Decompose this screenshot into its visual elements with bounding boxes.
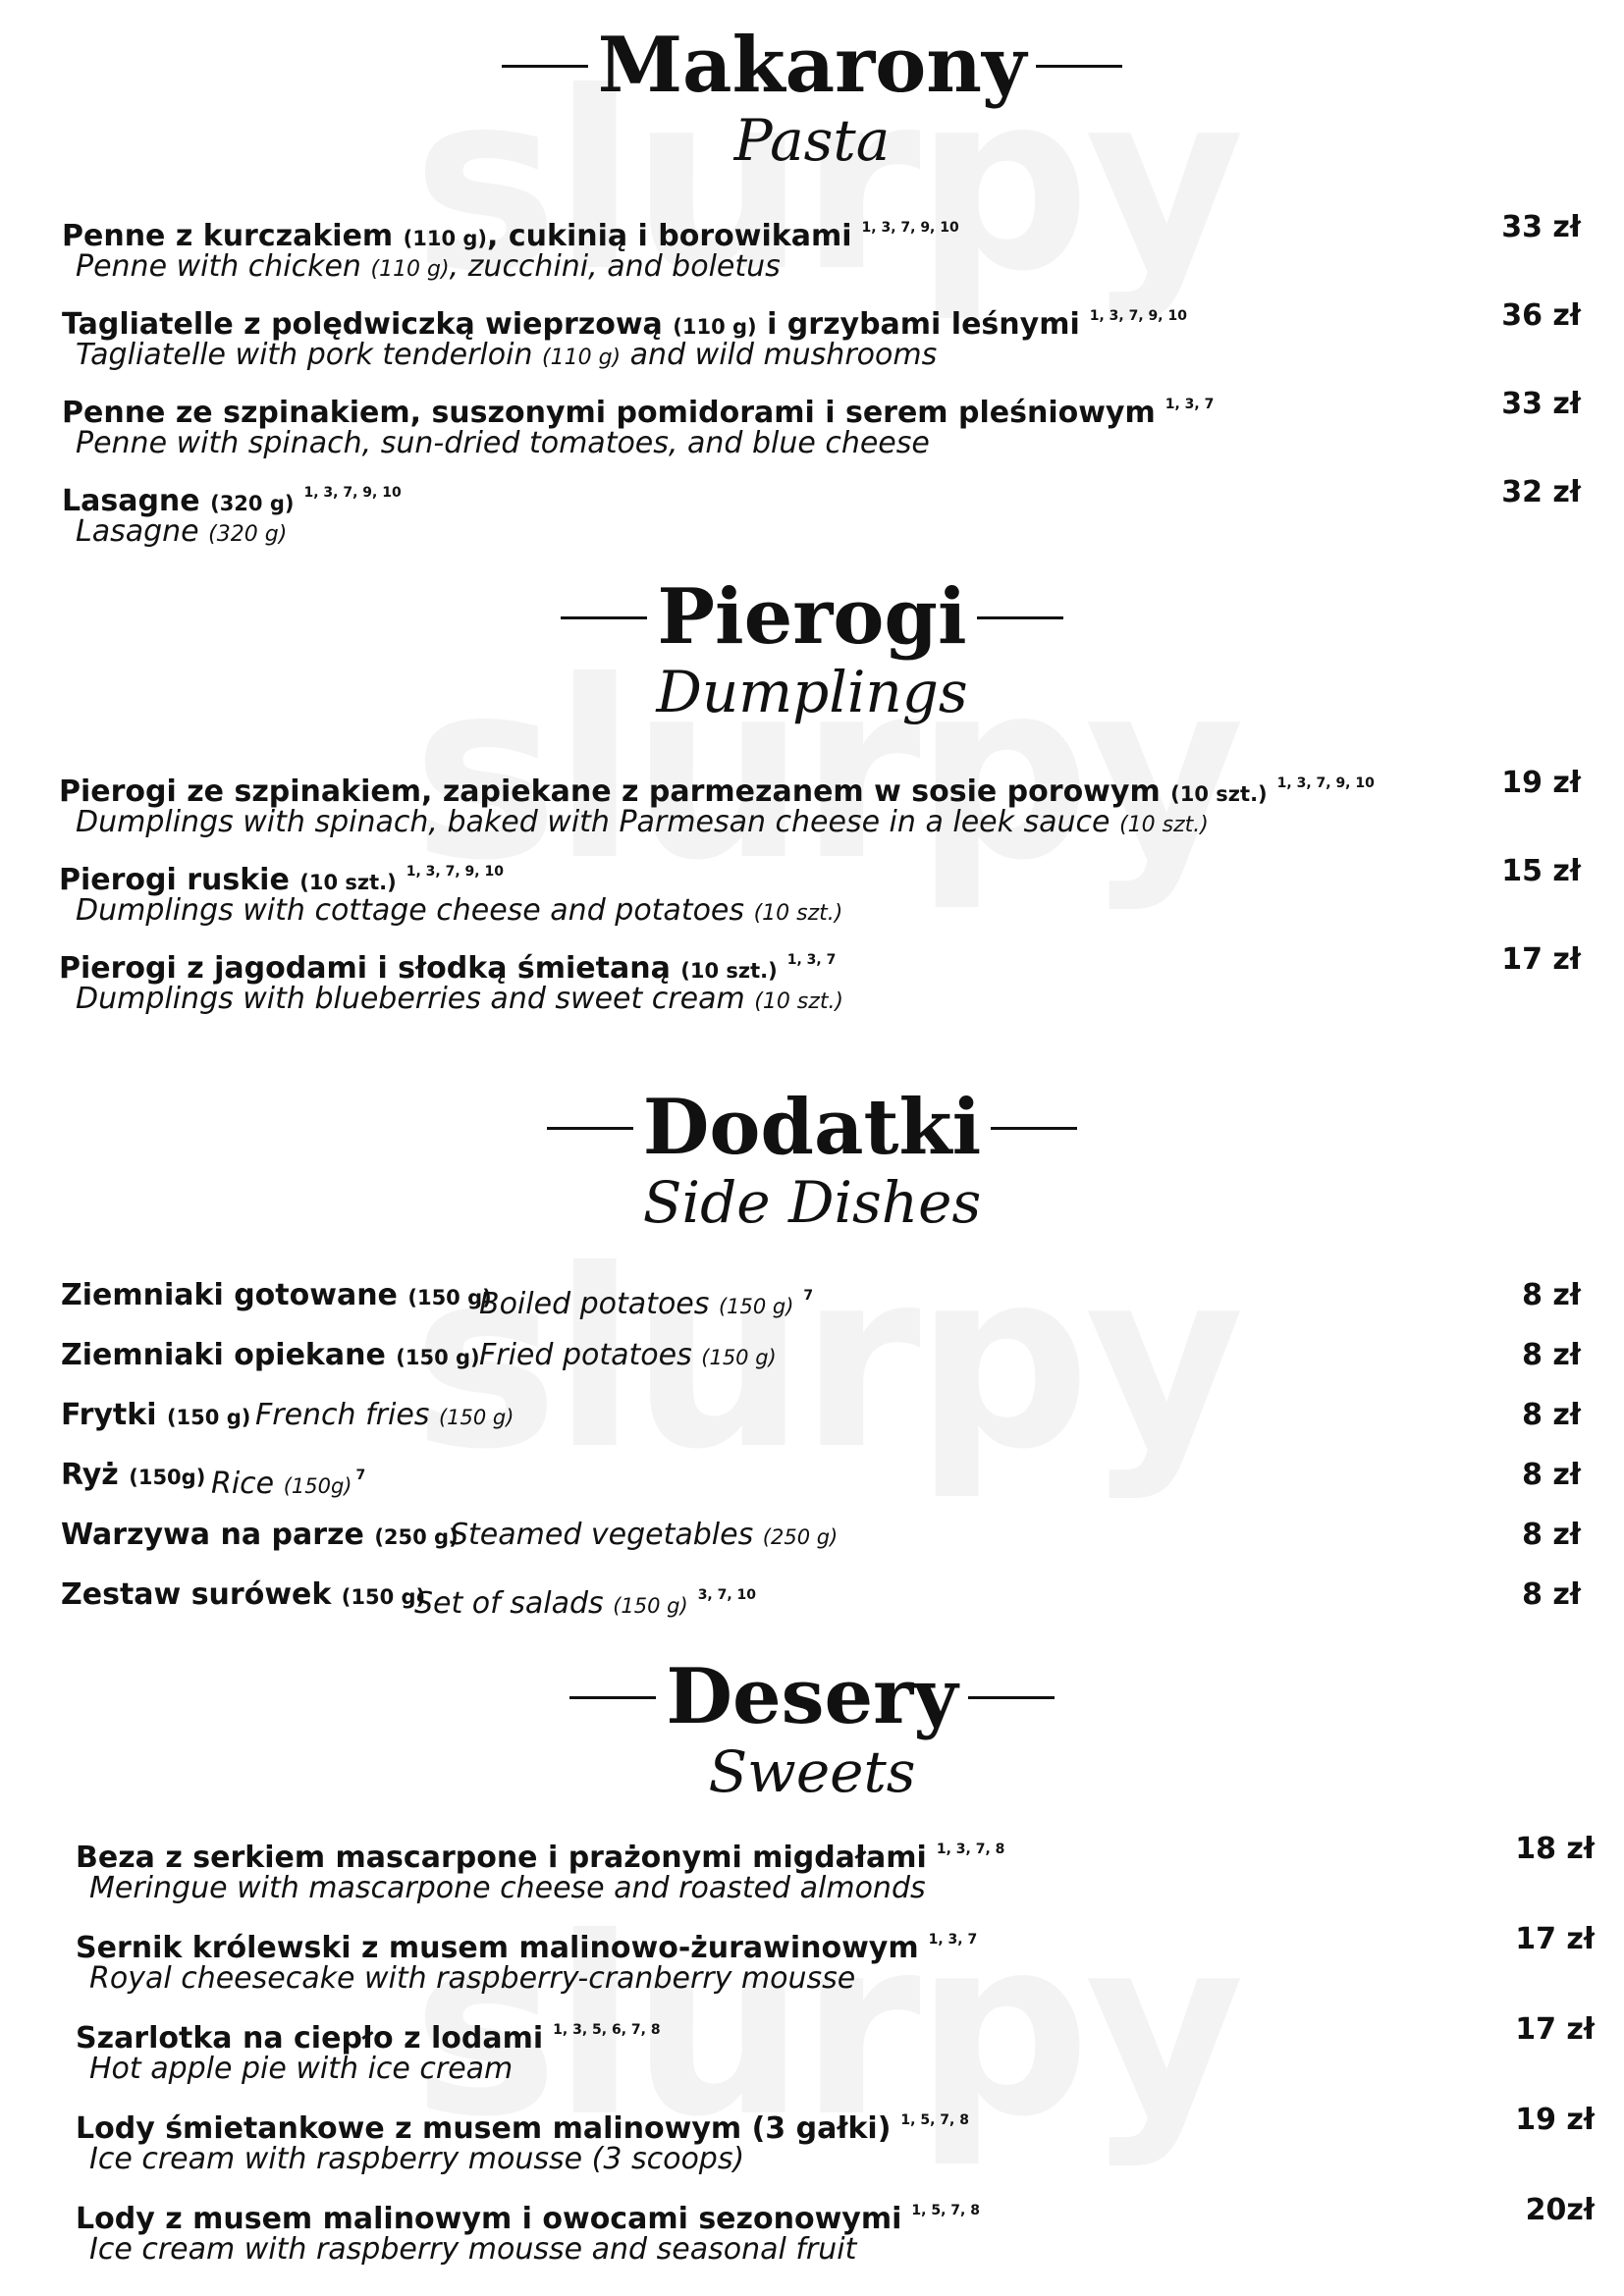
item-price: 8 zł <box>1522 1518 1581 1552</box>
title-dash-left <box>561 616 647 619</box>
item-description: Dumplings with spinach, baked with Parmesan cheese in a leek sauce (10 szt.) <box>76 805 1209 839</box>
item-name: Pierogi ze szpinakiem, zapiekane z parmezanem w sosie porowym (10 szt.) $^{1, 3, 7, 9, 10}$ <box>59 774 1375 809</box>
title-dash-left <box>547 1127 633 1130</box>
item-price: 15 zł <box>1501 854 1581 888</box>
item-price: 18 zł <box>1515 1832 1595 1866</box>
item-price: 36 zł <box>1501 298 1581 333</box>
item-description: French fries (150 g) <box>255 1398 514 1432</box>
item-name: Beza z serkiem mascarpone i prażonymi migdałami $^{1, 3, 7, 8}$ <box>76 1841 1005 1875</box>
item-name: Lody śmietankowe z musem malinowym (3 gałki) $^{1, 5, 7, 8}$ <box>76 2111 969 2146</box>
section-title: Dodatki <box>642 1083 982 1172</box>
section-title: Makarony <box>597 21 1027 110</box>
section-subtitle: Side Dishes <box>642 1169 982 1236</box>
item-description: Hot apple pie with ice cream <box>89 2052 514 2086</box>
section-subtitle: Sweets <box>708 1738 916 1805</box>
item-description: Ice cream with raspberry mousse and seasonal fruit <box>89 2232 857 2267</box>
item-description: Set of salads (150 g) $^{3, 7, 10}$ <box>414 1586 757 1621</box>
item-description: Ice cream with raspberry mousse (3 scoops) <box>89 2142 745 2176</box>
item-price: 19 zł <box>1501 766 1581 800</box>
item-price: 17 zł <box>1515 1922 1595 1956</box>
item-name: Warzywa na parze (250 g) <box>61 1518 459 1552</box>
title-dash-right <box>977 616 1063 619</box>
item-description: Meringue with mascarpone cheese and roasted almonds <box>89 1871 926 1905</box>
item-description: Penne with chicken (110 g), zucchini, and boletus <box>76 249 781 284</box>
item-name: Penne z kurczakiem (110 g), cukinią i borowikami $^{1, 3, 7, 9, 10}$ <box>62 219 959 253</box>
section-header-dodatki <box>0 1083 1624 1236</box>
item-price: 32 zł <box>1501 475 1581 509</box>
item-price: 8 zł <box>1522 1338 1581 1372</box>
title-dash-left <box>569 1696 656 1699</box>
item-description: Boiled potatoes (150 g) $^7$ <box>479 1287 814 1321</box>
section-title: Pierogi <box>657 572 967 662</box>
section-header-desery <box>0 1652 1624 1805</box>
section-subtitle: Pasta <box>733 107 891 174</box>
item-description: Tagliatelle with pork tenderloin (110 g) and wild mushrooms <box>76 338 938 372</box>
item-description: Penne with spinach, sun-dried tomatoes, and blue cheese <box>76 426 930 460</box>
title-dash-right <box>968 1696 1055 1699</box>
item-price: 33 zł <box>1501 387 1581 421</box>
item-description: Dumplings with blueberries and sweet cream (10 szt.) <box>76 982 844 1016</box>
title-dash-left <box>502 65 588 68</box>
item-name: Tagliatelle z polędwiczką wieprzową (110 g) i grzybami leśnymi $^{1, 3, 7, 9, 10}$ <box>62 307 1187 342</box>
item-name: Ziemniaki gotowane (150 g) <box>61 1278 492 1312</box>
section-subtitle: Dumplings <box>656 659 968 725</box>
item-name: Pierogi ruskie (10 szt.) $^{1, 3, 7, 9, 10}$ <box>59 863 504 897</box>
item-description: Royal cheesecake with raspberry-cranberry mousse <box>89 1961 856 1996</box>
section-header-pierogi <box>0 572 1624 725</box>
item-description: Steamed vegetables (250 g) <box>450 1518 839 1552</box>
item-name: Ziemniaki opiekane (150 g) <box>61 1338 480 1372</box>
item-description: Rice (150g) $^7$ <box>211 1467 366 1501</box>
item-price: 20zł <box>1525 2193 1595 2227</box>
item-name: Penne ze szpinakiem, suszonymi pomidorami i serem pleśniowym $^{1, 3, 7}$ <box>62 396 1215 430</box>
item-name: Frytki (150 g) <box>61 1398 251 1432</box>
item-price: 33 zł <box>1501 210 1581 244</box>
item-description: Fried potatoes (150 g) <box>479 1338 777 1372</box>
item-price: 8 zł <box>1522 1577 1581 1612</box>
item-name: Lasagne (320 g) $^{1, 3, 7, 9, 10}$ <box>62 484 402 518</box>
item-price: 8 zł <box>1522 1278 1581 1312</box>
item-price: 17 zł <box>1515 2012 1595 2047</box>
title-dash-right <box>991 1127 1077 1130</box>
item-name: Zestaw surówek (150 g) <box>61 1577 426 1612</box>
item-description: Dumplings with cottage cheese and potatoes (10 szt.) <box>76 893 843 928</box>
item-price: 19 zł <box>1515 2103 1595 2137</box>
item-price: 8 zł <box>1522 1458 1581 1492</box>
section-title: Desery <box>666 1652 958 1741</box>
section-header-makarony <box>0 21 1624 174</box>
item-price: 17 zł <box>1501 942 1581 977</box>
title-dash-right <box>1036 65 1122 68</box>
item-description: Lasagne (320 g) <box>76 514 288 549</box>
item-name: Lody z musem malinowym i owocami sezonowymi $^{1, 5, 7, 8}$ <box>76 2202 980 2236</box>
item-price: 8 zł <box>1522 1398 1581 1432</box>
item-name: Sernik królewski z musem malinowo-żurawinowym $^{1, 3, 7}$ <box>76 1931 978 1965</box>
item-name: Pierogi z jagodami i słodką śmietaną (10 szt.) $^{1, 3, 7}$ <box>59 951 837 986</box>
item-name: Szarlotka na ciepło z lodami $^{1, 3, 5, 6, 7, 8}$ <box>76 2021 661 2056</box>
item-name: Ryż (150g) <box>61 1458 206 1492</box>
